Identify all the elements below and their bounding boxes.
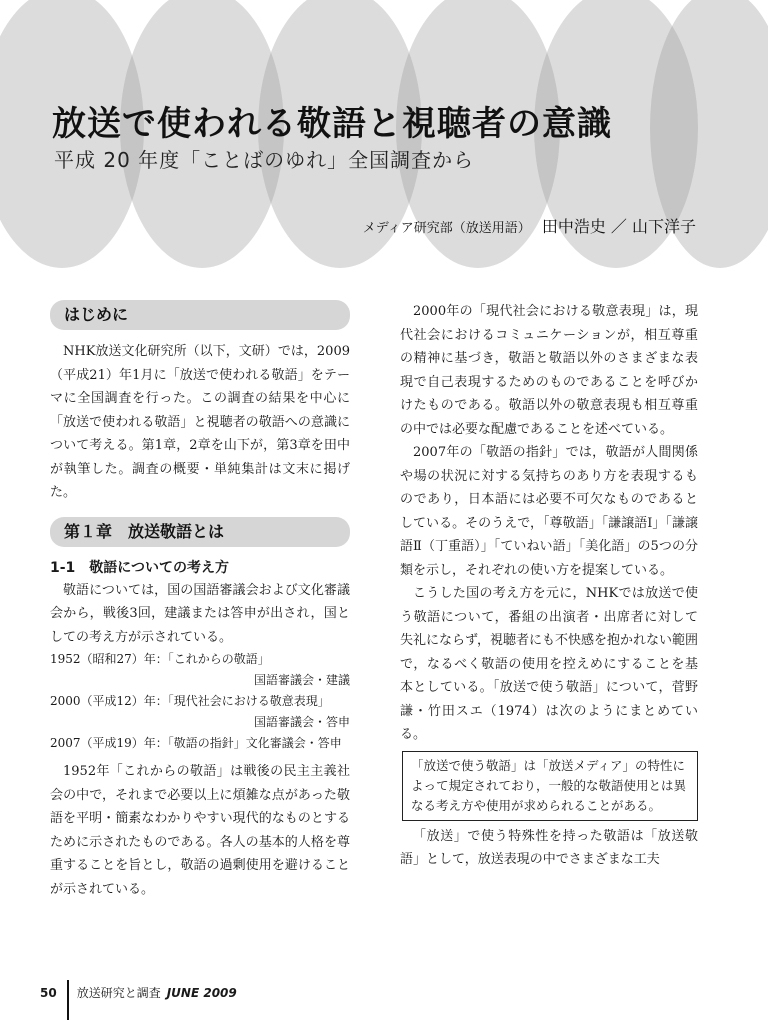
- paragraph-2000: 2000年の「現代社会における敬意表現」は，現代社会におけるコミュニケーションが，相互尊重の精神に基づき，敬語と敬語以外のさまざまな表現で自己表現するためのものであることを呼びかけたものである。敬語以外の敬意表現も相互尊重の中では必要な配慮であることを述べている。: [400, 304, 698, 437]
- author-names: 田中浩史 ／ 山下洋子: [541, 217, 696, 236]
- section-1-1-paragraph: 敬語については，国の国語審議会および文化審議会から，戦後3回，建議または答申が出され，国としての考え方が示されている。: [50, 582, 350, 645]
- history-source: 国語審議会・答申: [253, 715, 350, 729]
- paragraph-1952: 1952年「これからの敬語」は戦後の民主主義社会の中で，それまで必要以上に煩雑な点があった敬語を平明・簡素なわかりやすい現代的なものとするために示されたものである。各人の基本的人格を尊重することを旨とし，敬語の過剰使用を避けることが示されている。: [50, 764, 350, 897]
- chapter-heading-1: 第１章 放送敬語とは: [50, 517, 350, 547]
- page-title: 放送で使われる敬語と視聴者の意識: [52, 104, 612, 144]
- quote-text: 「放送で使う敬語」は「放送メディア」の特性によって規定されており，一般的な敬語使用とは異なる考え方や使用が求められることがある。: [411, 757, 687, 813]
- paragraph-nhk: こうした国の考え方を元に，NHKでは放送で使う敬語について，番組の出演者・出席者に対して失礼にならず，視聴者にも不快感を抱かれない範囲で，なるべく敬語の使用を控えめにすることを基本としている。「放送で使う敬語」について，菅野謙・竹田スエ（1974）は次のようにまとめている。: [400, 586, 698, 742]
- footer-divider: [67, 980, 69, 1020]
- section-heading-intro: はじめに: [50, 300, 350, 330]
- history-label: 1952（昭和27）年：「これからの敬語」: [50, 652, 270, 666]
- paragraph-last: 「放送」で使う特殊性を持った敬語は「放送敬語」として，放送表現の中でさまざまな工夫: [400, 828, 698, 867]
- history-item: [50, 733, 350, 754]
- author-department: メディア研究部（放送用語）: [362, 221, 531, 236]
- section-heading-1-1: 1-1 敬語についての考え方: [50, 559, 230, 576]
- right-column: [400, 300, 698, 872]
- issue-date: JUNE 2009: [166, 986, 237, 1000]
- quote-box: [402, 751, 698, 821]
- header-banner: [0, 0, 768, 270]
- paragraph-2007: 2007年の「敬語の指針」では，敬語が人間関係や場の状況に対する気持ちのあり方を表現するものであり，日本語には必要不可欠なものであるとしている。そのうえで，「尊敬語」「謙譲語Ⅰ」「謙譲語Ⅱ（丁重語）」「ていねい語」「美化語」の5つの分類を示し，それぞれの使い方を提案している。: [400, 445, 698, 578]
- journal-name: 放送研究と調査: [76, 986, 161, 1000]
- page-footer: [40, 984, 237, 1024]
- history-item: [50, 691, 350, 733]
- byline: [363, 214, 696, 237]
- history-label: 2000（平成12）年：「現代社会における敬意表現」: [50, 694, 330, 708]
- intro-paragraph: NHK放送文化研究所（以下，文研）では，2009（平成21）年1月に「放送で使われる敬語」をテーマに全国調査を行った。この調査の結果を中心に「放送で使われる敬語」と視聴者の敬語への意識について考える。第1章，2章を山下が，第3章を田中が執筆した。調査の概要・単純集計は文末に掲げた。: [50, 344, 350, 500]
- history-source: 国語審議会・建議: [253, 673, 350, 687]
- history-list: [50, 649, 350, 754]
- page-number: 50: [40, 986, 57, 1000]
- left-column: [50, 300, 350, 901]
- history-item: [50, 649, 350, 691]
- page-subtitle: 平成 20 年度「ことばのゆれ」全国調査から: [54, 148, 475, 172]
- history-label: 2007（平成19）年：「敬語の指針」文化審議会・答申: [50, 736, 342, 750]
